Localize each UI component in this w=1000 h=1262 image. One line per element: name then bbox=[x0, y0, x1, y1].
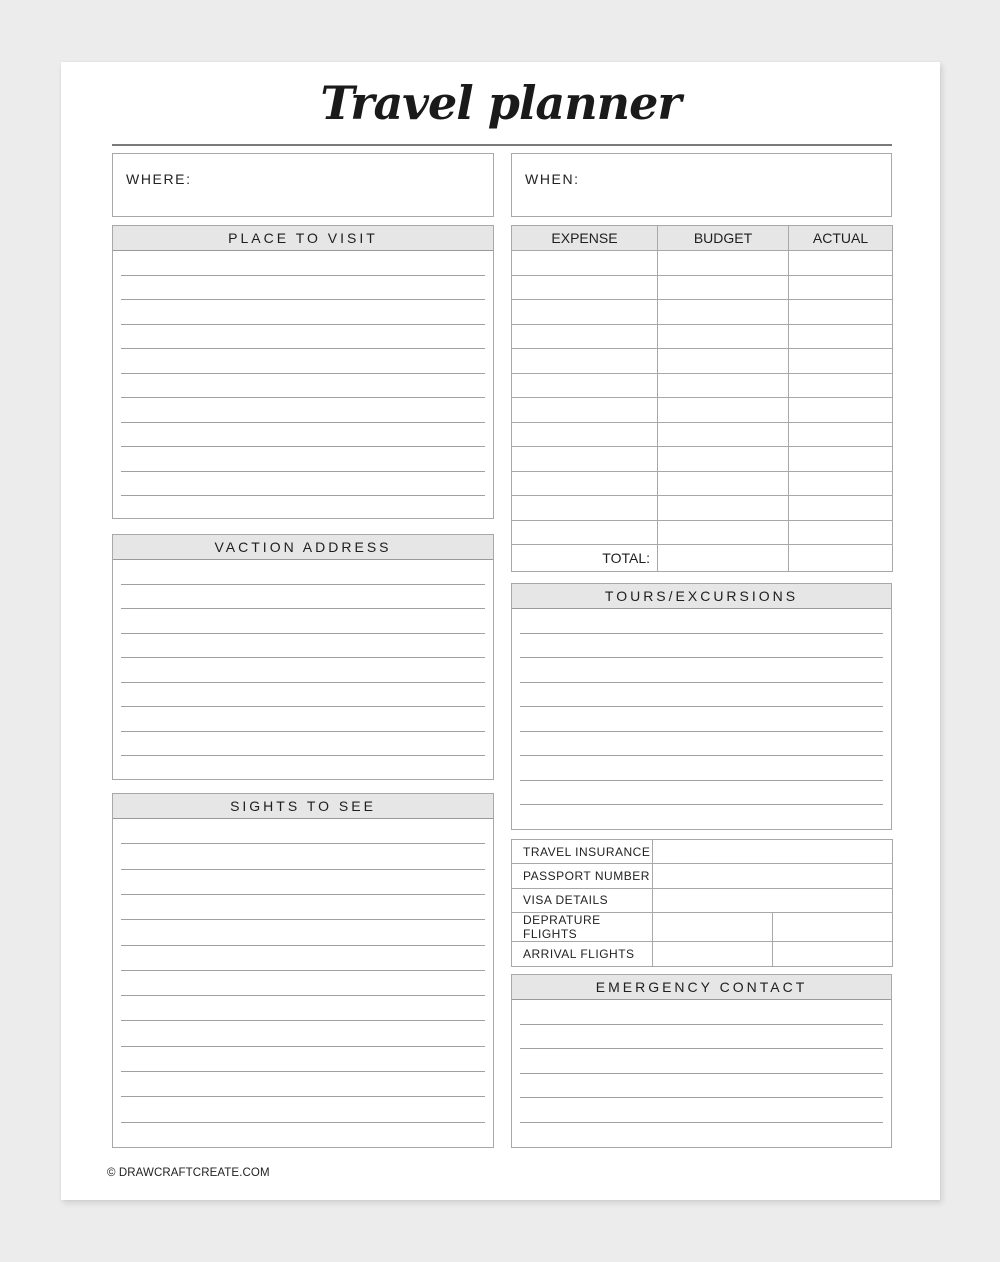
actual-cell[interactable] bbox=[789, 422, 893, 447]
budget-cell[interactable] bbox=[658, 251, 789, 276]
writing-line[interactable] bbox=[121, 495, 485, 496]
expense-cell[interactable] bbox=[512, 496, 658, 521]
writing-line[interactable] bbox=[121, 584, 485, 585]
writing-line[interactable] bbox=[121, 422, 485, 423]
expense-cell[interactable] bbox=[512, 422, 658, 447]
budget-cell[interactable] bbox=[658, 471, 789, 496]
travel-info-label: DEPRATURE FLIGHTS bbox=[512, 913, 653, 942]
actual-cell[interactable] bbox=[789, 520, 893, 545]
travel-info-value-2[interactable] bbox=[773, 913, 893, 942]
vacation-address-section bbox=[112, 534, 494, 780]
budget-cell[interactable] bbox=[658, 496, 789, 521]
writing-line[interactable] bbox=[121, 755, 485, 756]
travel-info-row bbox=[512, 840, 893, 864]
travel-info-value[interactable] bbox=[653, 864, 893, 888]
copyright-footer: © DRAWCRAFTCREATE.COM bbox=[107, 1167, 270, 1179]
writing-line[interactable] bbox=[520, 1073, 883, 1074]
total-label: TOTAL: bbox=[512, 545, 658, 572]
emergency-contact-header: EMERGENCY CONTACT bbox=[512, 975, 891, 1000]
writing-line[interactable] bbox=[121, 633, 485, 634]
writing-line[interactable] bbox=[121, 446, 485, 447]
travel-info-label: PASSPORT NUMBER bbox=[512, 864, 653, 888]
writing-line[interactable] bbox=[121, 397, 485, 398]
writing-line[interactable] bbox=[121, 706, 485, 707]
actual-cell[interactable] bbox=[789, 496, 893, 521]
expense-cell[interactable] bbox=[512, 520, 658, 545]
when-field[interactable] bbox=[511, 153, 892, 217]
where-field[interactable] bbox=[112, 153, 494, 217]
planner-page bbox=[61, 62, 940, 1200]
travel-info-table bbox=[511, 839, 893, 967]
actual-cell[interactable] bbox=[789, 300, 893, 325]
writing-line[interactable] bbox=[121, 682, 485, 683]
budget-cell[interactable] bbox=[658, 422, 789, 447]
travel-info-value-1[interactable] bbox=[653, 913, 773, 942]
writing-line[interactable] bbox=[121, 894, 485, 895]
total-row bbox=[512, 545, 893, 572]
expense-cell[interactable] bbox=[512, 373, 658, 398]
writing-line[interactable] bbox=[121, 324, 485, 325]
actual-cell[interactable] bbox=[789, 251, 893, 276]
budget-cell[interactable] bbox=[658, 447, 789, 472]
expense-row bbox=[512, 471, 893, 496]
expense-row bbox=[512, 324, 893, 349]
actual-cell[interactable] bbox=[789, 398, 893, 423]
budget-cell[interactable] bbox=[658, 398, 789, 423]
writing-line[interactable] bbox=[121, 1096, 485, 1097]
budget-cell[interactable] bbox=[658, 373, 789, 398]
actual-cell[interactable] bbox=[789, 349, 893, 374]
expense-cell[interactable] bbox=[512, 300, 658, 325]
budget-cell[interactable] bbox=[658, 520, 789, 545]
expense-row bbox=[512, 275, 893, 300]
actual-column-header: ACTUAL bbox=[789, 226, 893, 251]
tours-excursions-section bbox=[511, 583, 892, 830]
writing-line[interactable] bbox=[121, 275, 485, 276]
writing-line[interactable] bbox=[520, 1122, 883, 1123]
place-to-visit-section bbox=[112, 225, 494, 519]
budget-cell[interactable] bbox=[658, 275, 789, 300]
actual-cell[interactable] bbox=[789, 447, 893, 472]
expense-row bbox=[512, 300, 893, 325]
actual-cell[interactable] bbox=[789, 324, 893, 349]
expense-cell[interactable] bbox=[512, 324, 658, 349]
actual-cell[interactable] bbox=[789, 275, 893, 300]
writing-line[interactable] bbox=[520, 780, 883, 781]
travel-info-row bbox=[512, 864, 893, 888]
travel-info-value[interactable] bbox=[653, 840, 893, 864]
writing-line[interactable] bbox=[121, 843, 485, 844]
budget-cell[interactable] bbox=[658, 349, 789, 374]
expense-cell[interactable] bbox=[512, 275, 658, 300]
expense-cell[interactable] bbox=[512, 251, 658, 276]
travel-info-row bbox=[512, 942, 893, 966]
where-label: WHERE: bbox=[126, 171, 192, 187]
place-to-visit-header: PLACE TO VISIT bbox=[113, 226, 493, 251]
expense-column-header: EXPENSE bbox=[512, 226, 658, 251]
travel-info-row bbox=[512, 888, 893, 912]
travel-info-label: VISA DETAILS bbox=[512, 888, 653, 912]
emergency-contact-section bbox=[511, 974, 892, 1148]
writing-line[interactable] bbox=[121, 1071, 485, 1072]
writing-line[interactable] bbox=[121, 373, 485, 374]
writing-line[interactable] bbox=[520, 1097, 883, 1098]
sights-to-see-header: SIGHTS TO SEE bbox=[113, 794, 493, 819]
sights-to-see-section bbox=[112, 793, 494, 1148]
page-title: Travel planner bbox=[320, 76, 681, 130]
writing-line[interactable] bbox=[121, 471, 485, 472]
travel-info-label: ARRIVAL FLIGHTS bbox=[512, 942, 653, 966]
travel-info-label: TRAVEL INSURANCE bbox=[512, 840, 653, 864]
writing-line[interactable] bbox=[121, 1122, 485, 1123]
travel-info-value-1[interactable] bbox=[653, 942, 773, 966]
expense-table-header bbox=[512, 226, 893, 251]
writing-line[interactable] bbox=[121, 608, 485, 609]
writing-line[interactable] bbox=[121, 731, 485, 732]
expense-row bbox=[512, 349, 893, 374]
total-actual-cell[interactable] bbox=[789, 545, 893, 572]
expense-row bbox=[512, 447, 893, 472]
expense-row bbox=[512, 398, 893, 423]
writing-line[interactable] bbox=[121, 299, 485, 300]
expense-cell[interactable] bbox=[512, 447, 658, 472]
expense-row bbox=[512, 422, 893, 447]
vacation-address-header: VACTION ADDRESS bbox=[113, 535, 493, 560]
writing-line[interactable] bbox=[520, 1024, 883, 1025]
writing-line[interactable] bbox=[520, 706, 883, 707]
expense-cell[interactable] bbox=[512, 471, 658, 496]
actual-cell[interactable] bbox=[789, 471, 893, 496]
expense-row bbox=[512, 373, 893, 398]
writing-line[interactable] bbox=[520, 633, 883, 634]
writing-line[interactable] bbox=[121, 1020, 485, 1021]
expense-row bbox=[512, 496, 893, 521]
writing-line[interactable] bbox=[121, 970, 485, 971]
budget-cell[interactable] bbox=[658, 324, 789, 349]
writing-line[interactable] bbox=[520, 804, 883, 805]
writing-line[interactable] bbox=[121, 348, 485, 349]
expense-table bbox=[511, 225, 893, 572]
travel-info-row bbox=[512, 913, 893, 942]
when-label: WHEN: bbox=[525, 171, 580, 187]
title-divider bbox=[112, 144, 892, 146]
writing-line[interactable] bbox=[121, 657, 485, 658]
expense-cell[interactable] bbox=[512, 398, 658, 423]
actual-cell[interactable] bbox=[789, 373, 893, 398]
tours-excursions-header: TOURS/EXCURSIONS bbox=[512, 584, 891, 609]
writing-line[interactable] bbox=[520, 731, 883, 732]
expense-cell[interactable] bbox=[512, 349, 658, 374]
writing-line[interactable] bbox=[520, 755, 883, 756]
expense-row bbox=[512, 520, 893, 545]
budget-column-header: BUDGET bbox=[658, 226, 789, 251]
writing-line[interactable] bbox=[520, 1048, 883, 1049]
writing-line[interactable] bbox=[121, 919, 485, 920]
travel-info-value[interactable] bbox=[653, 888, 893, 912]
writing-line[interactable] bbox=[520, 657, 883, 658]
expense-row bbox=[512, 251, 893, 276]
writing-line[interactable] bbox=[121, 945, 485, 946]
budget-cell[interactable] bbox=[658, 300, 789, 325]
total-budget-cell[interactable] bbox=[658, 545, 789, 572]
writing-line[interactable] bbox=[121, 869, 485, 870]
writing-line[interactable] bbox=[121, 1046, 485, 1047]
travel-info-value-2[interactable] bbox=[773, 942, 893, 966]
writing-line[interactable] bbox=[520, 682, 883, 683]
writing-line[interactable] bbox=[121, 995, 485, 996]
